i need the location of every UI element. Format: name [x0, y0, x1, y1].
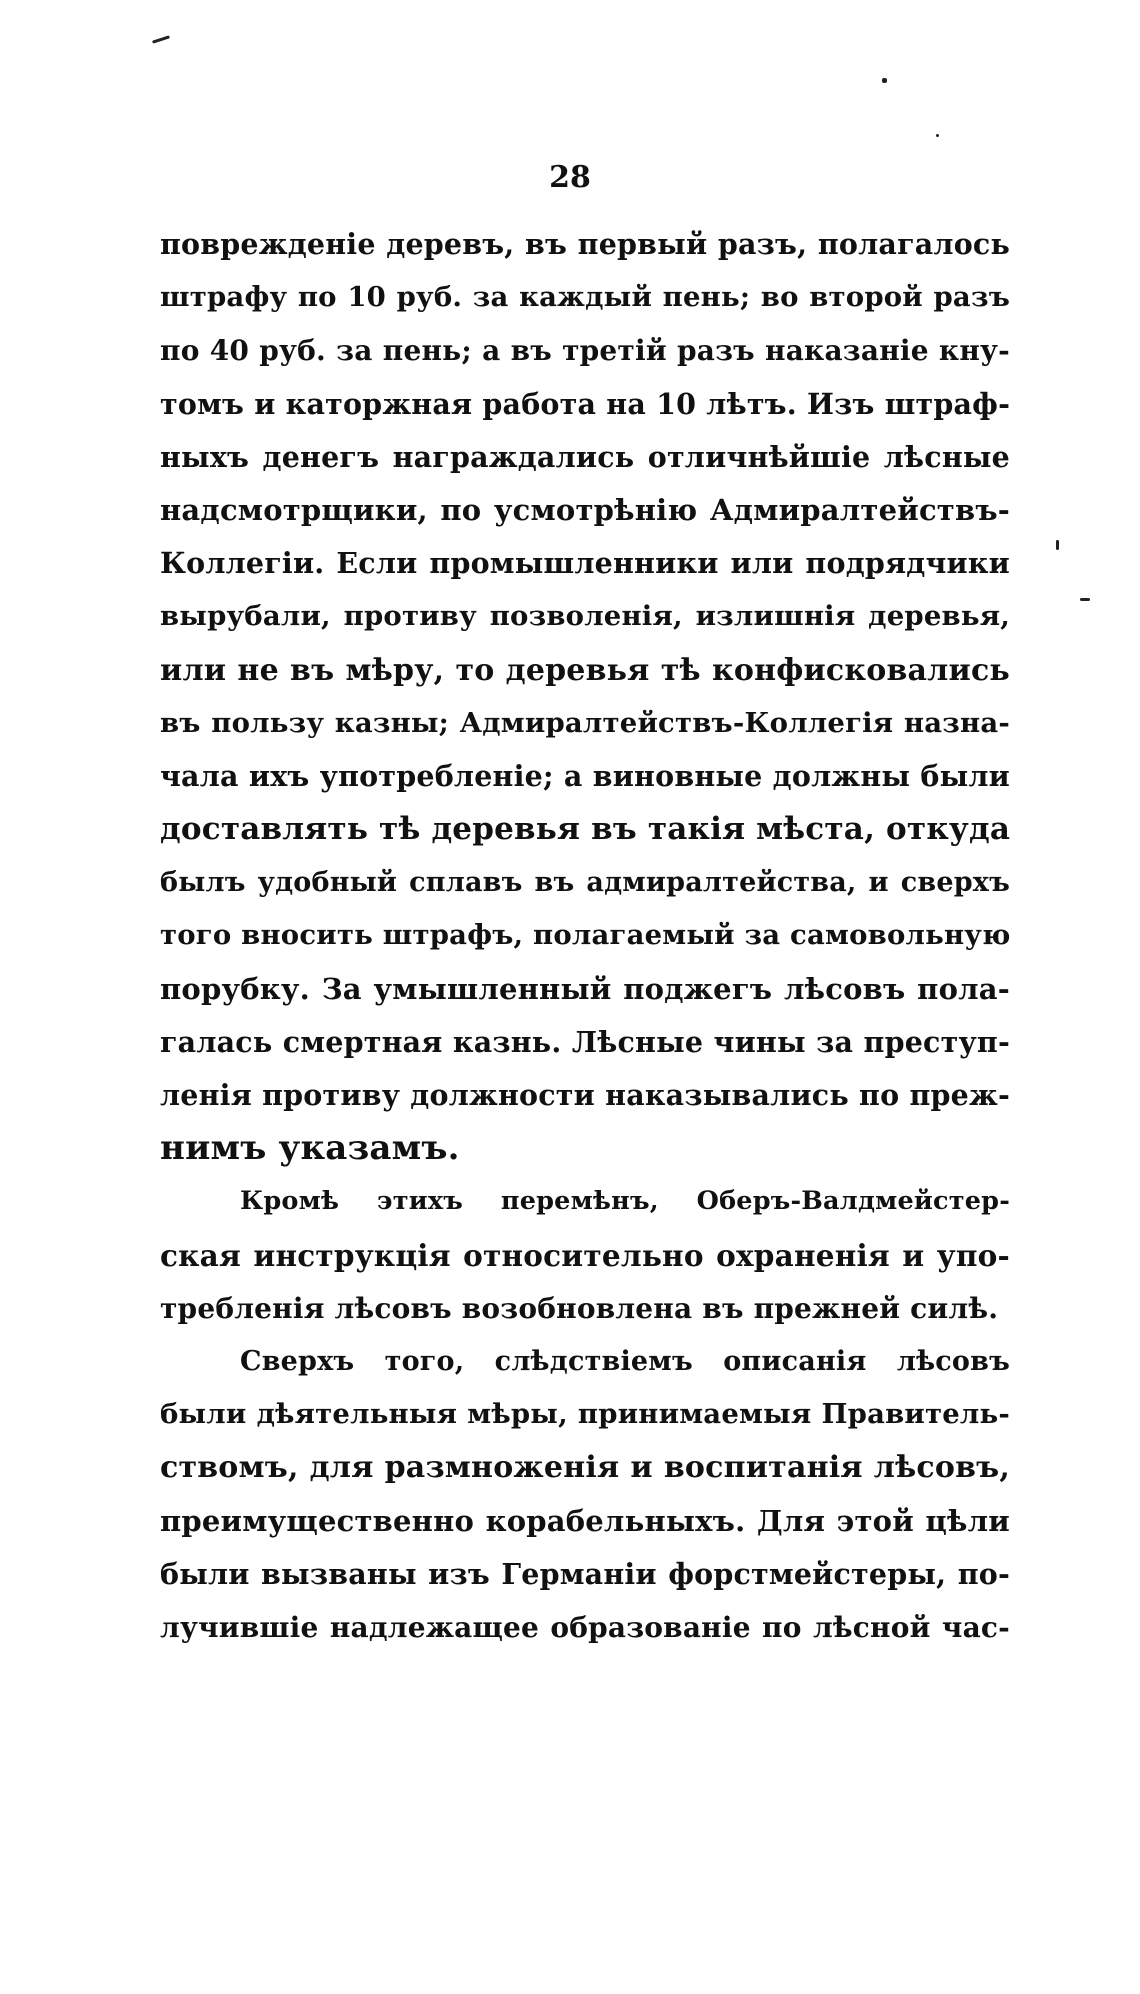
- text-line: чала ихъ употребленіе; а виновные должны были: [160, 758, 1010, 793]
- text-line: Сверхъ того, слѣдствіемъ описанія лѣсовъ: [240, 1345, 1010, 1377]
- text-line: были вызваны изъ Германіи форстмейстеры, по-: [160, 1556, 1010, 1591]
- text-line: галась смертная казнь. Лѣсные чины за преступ-: [160, 1024, 1010, 1059]
- body-text: [160, 218, 1010, 1654]
- scan-speck: [1056, 540, 1059, 550]
- text-line: Кромѣ этихъ перемѣнъ, Оберъ-Валдмейстер-: [240, 1186, 1010, 1217]
- text-line: ленія противу должности наказывались по преж-: [160, 1078, 1010, 1112]
- scan-speck: [882, 78, 887, 83]
- text-line: были дѣятельныя мѣры, принимаемыя Правитель-: [160, 1398, 1010, 1431]
- text-line: штрафу по 10 руб. за каждый пень; во второй разъ: [160, 281, 1010, 314]
- text-line: вырубали, противу позволенія, излишнія деревья,: [160, 600, 1010, 633]
- text-line: надсмотрщики, по усмотрѣнію Адмиралтействъ-: [160, 492, 1010, 527]
- text-line: или не въ мѣру, то деревья тѣ конфисковались: [160, 652, 1010, 688]
- scan-speck: [1080, 598, 1090, 601]
- text-line: лучившіе надлежащее образованіе по лѣсной час-: [160, 1610, 1010, 1644]
- text-line: былъ удобный сплавъ въ адмиралтейства, и сверхъ: [160, 867, 1010, 899]
- text-line: того вносить штрафъ, полагаемый за самовольную: [160, 919, 1011, 952]
- text-line: въ пользу казны; Адмиралтействъ-Коллегія назна-: [160, 706, 1010, 739]
- paragraph-1: [160, 218, 1010, 1175]
- text-line: поврежденіе деревъ, въ первый разъ, полагалось: [160, 227, 1010, 261]
- text-line: ствомъ, для размноженія и воспитанія лѣсовъ,: [160, 1450, 1010, 1486]
- text-line: требленія лѣсовъ возобновлена въ прежней силѣ.: [160, 1291, 999, 1325]
- text-line: ныхъ денегъ награждались отличнѣйшіе лѣсные: [160, 439, 1010, 474]
- paragraph-3: [160, 1335, 1010, 1654]
- text-line: ская инструкція относительно охраненія и упо-: [160, 1237, 1010, 1273]
- scan-speck: [936, 134, 939, 137]
- text-line: томъ и каторжная работа на 10 лѣтъ. Изъ штраф-: [160, 386, 1011, 421]
- page-number: 28: [549, 160, 591, 195]
- text-line: Коллегіи. Если промышленники или подрядчики: [160, 546, 1010, 581]
- paragraph-2: [160, 1175, 1010, 1335]
- scan-speck: [152, 35, 170, 43]
- text-line: порубку. За умышленный поджегъ лѣсовъ пола-: [160, 971, 1010, 1006]
- text-line: нимъ указамъ.: [160, 1128, 460, 1169]
- text-line: по 40 руб. за пень; а въ третій разъ наказаніе кну-: [160, 334, 1010, 368]
- text-line: доставлять тѣ деревья въ такія мѣста, откуда: [160, 811, 1011, 848]
- text-line: преимущественно корабельныхъ. Для этой цѣли: [160, 1503, 1010, 1538]
